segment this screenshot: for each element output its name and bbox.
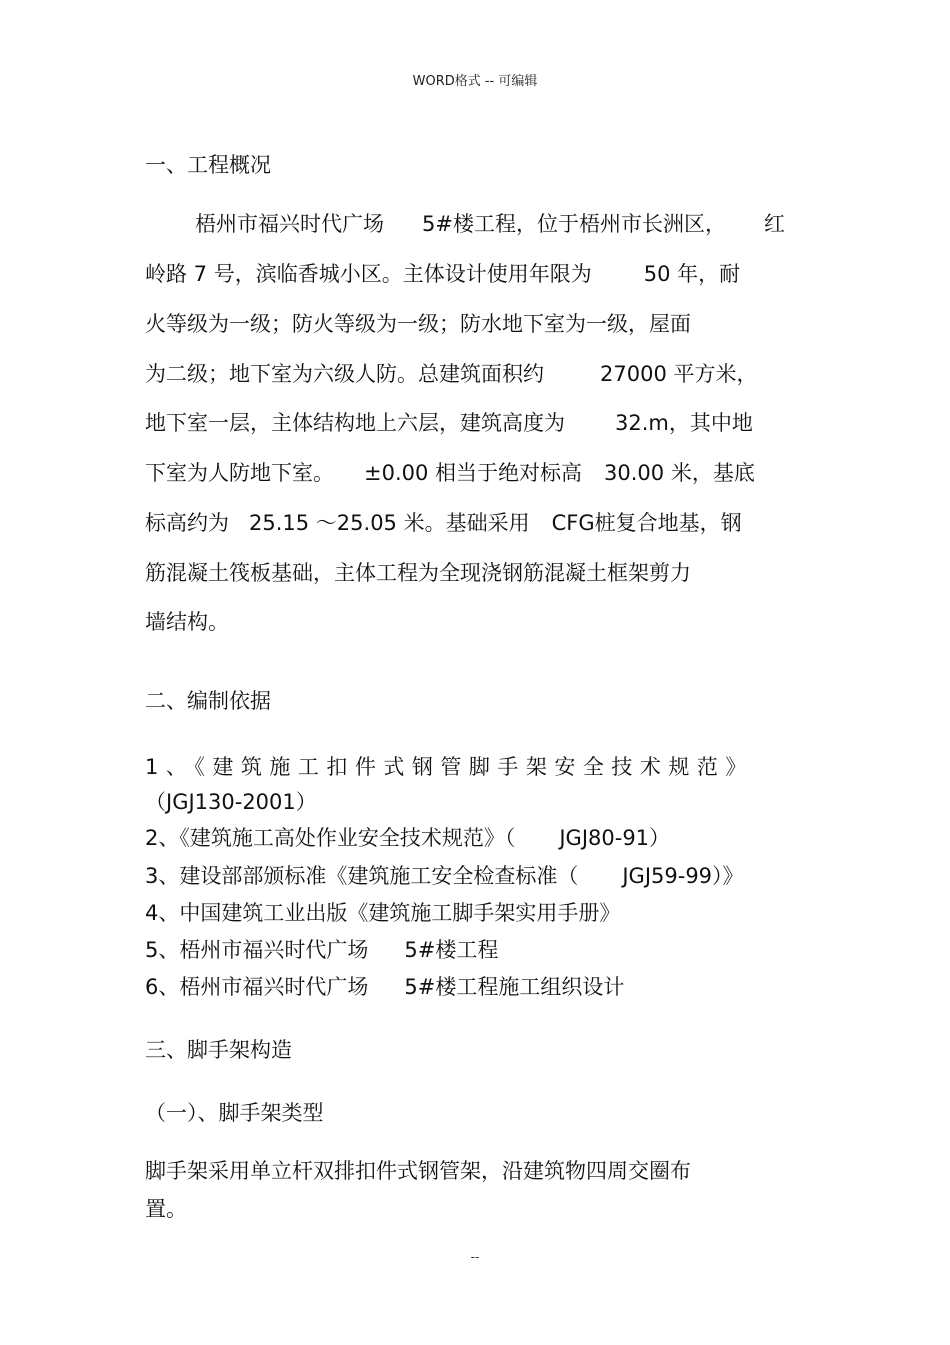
basis-item-1: 1、《建筑施工扣件式钢管脚手架安全技术规范》 [145, 755, 754, 779]
paragraph-line: 为二级；地下室为六级人防。总建筑面积约 27000 平方米， [145, 362, 758, 386]
basis-item: 6、梧州市福兴时代广场 5#楼工程施工组织设计 [145, 975, 625, 999]
paragraph-line: 梧州市福兴时代广场 5#楼工程，位于梧州市长洲区， 红 [195, 212, 785, 236]
page-footer: -- [470, 1250, 480, 1264]
paragraph-line: 墙结构。 [145, 610, 229, 634]
basis-item: 2、《建筑施工高处作业安全技术规范》（ JGJ80-91） [145, 826, 671, 850]
paragraph-line: 置。 [145, 1197, 187, 1221]
paragraph-line: 火等级为一级；防火等级为一级；防水地下室为一级，屋面 [145, 312, 691, 336]
section-title-overview: 一、工程概况 [145, 153, 271, 177]
paragraph-line: 岭路 7 号，滨临香城小区。主体设计使用年限为 50 年，耐 [145, 262, 741, 286]
paragraph-line: 标高约为 25.15 ～25.05 米。基础采用 CFG桩复合地基，钢 [145, 511, 742, 535]
paragraph-line: 地下室一层，主体结构地上六层，建筑高度为 32.m，其中地 [145, 411, 753, 435]
section-title-structure: 三、脚手架构造 [145, 1038, 292, 1062]
paragraph-line: 筋混凝土筏板基础，主体工程为全现浇钢筋混凝土框架剪力 [145, 561, 691, 585]
section-title-basis: 二、编制依据 [145, 689, 271, 713]
subsection-title-type: （一）、脚手架类型 [145, 1101, 324, 1125]
basis-item-1-code: （JGJ130-2001） [145, 790, 317, 814]
paragraph-line: 下室为人防地下室。 ±0.00 相当于绝对标高 30.00 米，基底 [145, 461, 755, 485]
basis-item: 3、建设部部颁标准《建筑施工安全检查标准（ JGJ59-99）》 [145, 864, 744, 888]
basis-item: 4、中国建筑工业出版《建筑施工脚手架实用手册》 [145, 901, 621, 925]
basis-item: 5、梧州市福兴时代广场 5#楼工程 [145, 938, 499, 962]
page-header: WORD格式 -- 可编辑 [412, 74, 538, 89]
paragraph-line: 脚手架采用单立杆双排扣件式钢管架，沿建筑物四周交圈布 [145, 1159, 691, 1183]
